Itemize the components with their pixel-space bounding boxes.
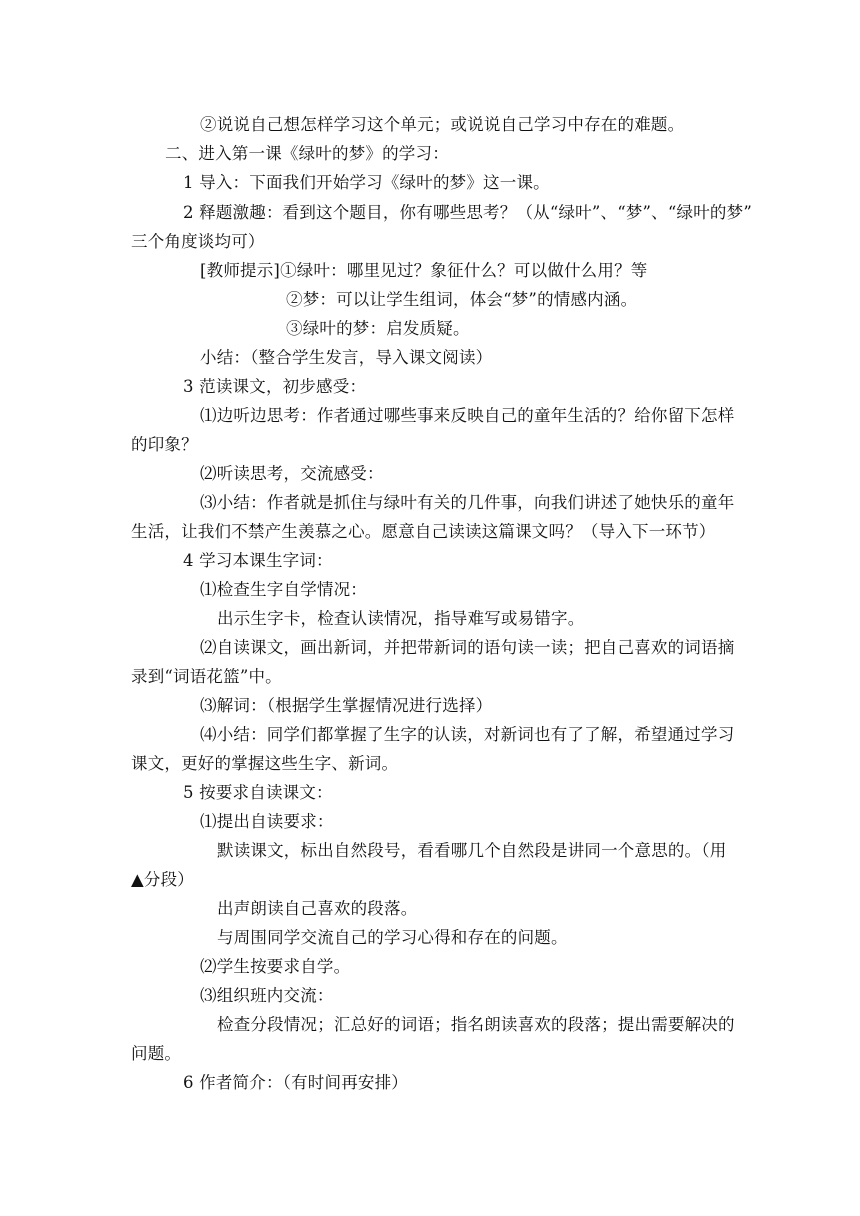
text-line: 生活，让我们不禁产生羡慕之心。愿意自己读读这篇课文吗？（导入下一环节） bbox=[131, 522, 716, 541]
text-line: ②说说自己想怎样学习这个单元；或说说自己学习中存在的难题。 bbox=[200, 115, 685, 134]
text-line: [教师提示]①绿叶：哪里见过？象征什么？可以做什么用？等 bbox=[200, 261, 648, 280]
text-line: 出声朗读自己喜欢的段落。 bbox=[217, 899, 418, 918]
text-line: 三个角度谈均可） bbox=[131, 232, 265, 251]
text-line: ⑵学生按要求自学。 bbox=[200, 957, 351, 976]
section-heading: 二、进入第一课《绿叶的梦》的学习： bbox=[165, 144, 449, 163]
text-line: 检查分段情况；汇总好的词语；指名朗读喜欢的段落；提出需要解决的 bbox=[217, 1015, 735, 1034]
text-line: 默读课文，标出自然段号，看看哪几个自然段是讲同一个意思的。（用 bbox=[217, 841, 727, 860]
text-line: ⑶小结：作者就是抓住与绿叶有关的几件事，向我们讲述了她快乐的童年 bbox=[200, 493, 735, 512]
text-line: 录到“词语花篮”中。 bbox=[131, 667, 282, 686]
text-line: ⑵听读思考，交流感受： bbox=[200, 464, 384, 483]
text-line: ▲分段） bbox=[131, 870, 194, 889]
text-line: 出示生字卡，检查认读情况，指导难写或易错字。 bbox=[217, 609, 585, 628]
text-line: 小结：（整合学生发言，导入课文阅读） bbox=[200, 348, 493, 367]
text-line: 的印象？ bbox=[131, 435, 198, 454]
text-line: ⑷小结：同学们都掌握了生字的认读，对新词也有了了解，希望通过学习 bbox=[200, 725, 735, 744]
text-line: 课文，更好的掌握这些生字、新词。 bbox=[131, 754, 399, 773]
text-line: ③绿叶的梦：启发质疑。 bbox=[286, 319, 470, 338]
text-line: 3 范读课文，初步感受： bbox=[183, 377, 367, 396]
text-line: 6 作者简介：（有时间再安排） bbox=[183, 1073, 408, 1092]
text-line: 问题。 bbox=[131, 1044, 182, 1063]
text-line: ⑶组织班内交流： bbox=[200, 986, 334, 1005]
text-line: 1 导入：下面我们开始学习《绿叶的梦》这一课。 bbox=[183, 173, 550, 192]
text-line: 2 释题激趣：看到这个题目，你有哪些思考？（从“绿叶”、“梦”、“绿叶的梦” bbox=[183, 203, 752, 222]
text-line: 5 按要求自读课文： bbox=[183, 783, 333, 802]
text-line: ⑵自读课文，画出新词，并把带新词的语句读一读；把自己喜欢的词语摘 bbox=[200, 638, 735, 657]
text-line: ⑶解词：（根据学生掌握情况进行选择） bbox=[200, 696, 493, 715]
text-line: 4 学习本课生字词： bbox=[183, 551, 333, 570]
text-line: ⑴边听边思考：作者通过哪些事来反映自己的童年生活的？给你留下怎样 bbox=[200, 406, 735, 425]
text-line: ⑴检查生字自学情况： bbox=[200, 580, 367, 599]
text-line: 与周围同学交流自己的学习心得和存在的问题。 bbox=[217, 928, 568, 947]
text-line: ②梦：可以让学生组词，体会“梦”的情感内涵。 bbox=[286, 290, 638, 309]
text-line: ⑴提出自读要求： bbox=[200, 812, 334, 831]
